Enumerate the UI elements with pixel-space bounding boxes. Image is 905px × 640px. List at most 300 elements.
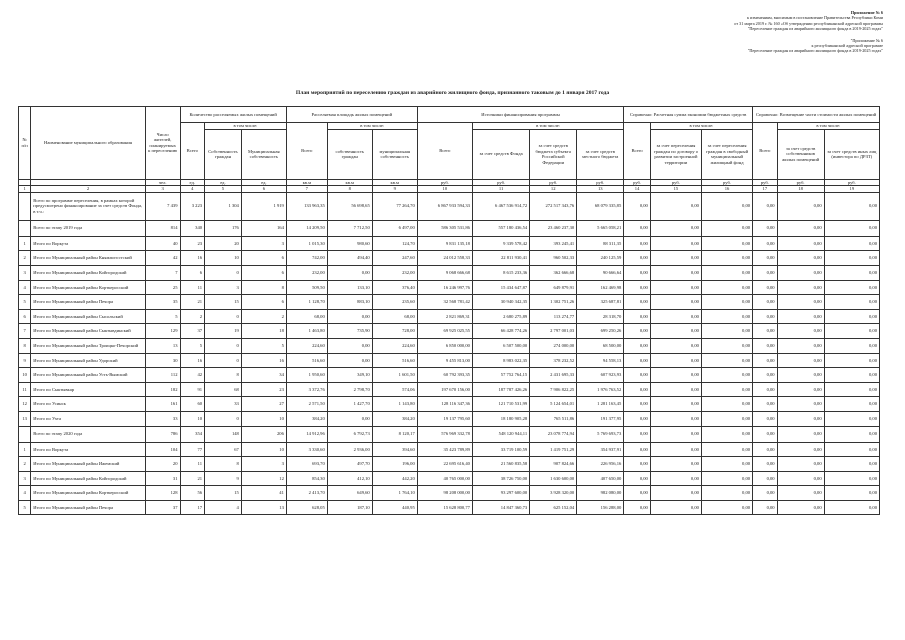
header-line: Приложение № 6 — [850, 10, 883, 15]
value-cell: 0,00 — [650, 457, 701, 472]
row-number: 9 — [19, 353, 31, 368]
value-cell: 407 650,00 — [577, 471, 624, 486]
value-cell: 497,70 — [327, 457, 372, 472]
unit-cell: руб. — [701, 179, 752, 186]
value-cell: 30 — [145, 353, 180, 368]
value-cell: 196,00 — [372, 457, 417, 472]
value-cell: 362 666,68 — [530, 265, 577, 280]
value-cell: 40 — [145, 236, 180, 251]
value-cell: 12 — [241, 471, 286, 486]
value-cell: 121 710 531,99 — [472, 397, 529, 412]
value-cell: 0,00 — [624, 220, 651, 236]
value-cell: 68,00 — [286, 309, 327, 324]
value-cell: 3 — [241, 457, 286, 472]
value-cell: 0,00 — [624, 192, 651, 220]
header-line: от 31 марта 2019 г. № 160 «Об утверждении республиканской адресной программы — [734, 20, 883, 26]
value-cell: 0,00 — [650, 471, 701, 486]
value-cell: 3 — [241, 236, 286, 251]
value-cell: 0,00 — [701, 324, 752, 339]
value-cell: 15 — [205, 486, 242, 501]
savings-group-header: Справочно: Расчетная сумма экономии бюджетных средств — [624, 107, 753, 123]
value-cell: 3 372,76 — [286, 382, 327, 397]
value-cell: 0,00 — [777, 411, 824, 426]
value-cell: 0,00 — [650, 442, 701, 457]
row-number: 10 — [19, 368, 31, 383]
value-cell: 0,00 — [824, 192, 879, 220]
unit-cell: ед. — [205, 179, 242, 186]
value-cell: 0,00 — [650, 382, 701, 397]
value-cell: 0,00 — [650, 426, 701, 442]
value-cell: 0,00 — [777, 280, 824, 295]
value-cell: 814 — [145, 220, 180, 236]
value-cell: 0,00 — [824, 265, 879, 280]
value-cell: 412,10 — [327, 471, 372, 486]
value-cell: 0,00 — [824, 397, 879, 412]
table-row — [19, 382, 880, 397]
table-row — [19, 295, 880, 310]
value-cell: 0,00 — [701, 382, 752, 397]
value-cell: 0,00 — [701, 411, 752, 426]
value-cell: 0,00 — [624, 442, 651, 457]
savings-including-header: в том числе: — [650, 123, 752, 130]
value-cell: 0,00 — [777, 471, 824, 486]
row-number: 2 — [19, 251, 31, 266]
value-cell: 0,00 — [650, 338, 701, 353]
value-cell: 57 752 764,15 — [472, 368, 529, 383]
value-cell: 0,00 — [753, 324, 778, 339]
value-cell: 0,00 — [624, 500, 651, 515]
value-cell: 68 079 335,85 — [577, 192, 624, 220]
value-cell: 960 502,33 — [530, 251, 577, 266]
column-number: 12 — [530, 186, 577, 193]
value-cell: 8 615 233,36 — [472, 265, 529, 280]
value-cell: 112 — [145, 368, 180, 383]
value-cell: 6 497,00 — [372, 220, 417, 236]
value-cell: 0,00 — [824, 236, 879, 251]
value-cell: 0,00 — [624, 280, 651, 295]
value-cell: 0,00 — [777, 220, 824, 236]
value-cell: 0,00 — [777, 251, 824, 266]
value-cell: 0,00 — [327, 338, 372, 353]
table-row — [19, 220, 880, 236]
unit-cell: руб. — [824, 179, 879, 186]
value-cell: 376,40 — [372, 280, 417, 295]
table-row — [19, 442, 880, 457]
value-cell: 5 665 058,21 — [577, 220, 624, 236]
value-cell: 162 469,98 — [577, 280, 624, 295]
value-cell: 0,00 — [701, 309, 752, 324]
row-number: 12 — [19, 397, 31, 412]
value-cell: 0,00 — [777, 236, 824, 251]
value-cell: 1 304 — [205, 192, 242, 220]
value-cell: 548 120 944,11 — [472, 426, 529, 442]
value-cell: 6 792,73 — [327, 426, 372, 442]
savings-b-header: за счет переселения граждан в свободный муниципальный жилищный фонд — [701, 129, 752, 179]
value-cell: 6 — [180, 265, 205, 280]
table-row — [19, 236, 880, 251]
value-cell: 0,00 — [824, 411, 879, 426]
value-cell: 68 — [205, 382, 242, 397]
table-row — [19, 324, 880, 339]
column-number: 1 — [19, 186, 31, 193]
value-cell: 0,00 — [777, 309, 824, 324]
table-row — [19, 486, 880, 501]
unit-cell: руб. — [777, 179, 824, 186]
value-cell: 2 — [180, 309, 205, 324]
table-row — [19, 368, 880, 383]
value-cell: 10 — [180, 411, 205, 426]
value-cell: 15 — [205, 295, 242, 310]
row-number: 3 — [19, 265, 31, 280]
value-cell: 91 — [180, 382, 205, 397]
value-cell: 14 209,50 — [286, 220, 327, 236]
value-cell: 8 120,17 — [372, 426, 417, 442]
value-cell: 6 867 933 594,33 — [417, 192, 472, 220]
value-cell: 68 500,00 — [577, 338, 624, 353]
table-row — [19, 192, 880, 220]
value-cell: 22 811 930,41 — [472, 251, 529, 266]
row-number: 1 — [19, 442, 31, 457]
value-cell: 0,00 — [777, 295, 824, 310]
value-cell: 94 558,13 — [577, 353, 624, 368]
municipality-name: Итого по Муниципальный район Печора — [31, 295, 146, 310]
value-cell: 378 232,52 — [530, 353, 577, 368]
column-number: 7 — [286, 186, 327, 193]
value-cell: 349,10 — [327, 368, 372, 383]
value-cell: 0,00 — [327, 353, 372, 368]
value-cell: 2 571,50 — [286, 397, 327, 412]
value-cell: 3 — [205, 280, 242, 295]
value-cell: 0,00 — [753, 295, 778, 310]
value-cell: 0,00 — [753, 220, 778, 236]
unit-cell: кв.м — [327, 179, 372, 186]
value-cell: 0,00 — [753, 471, 778, 486]
column-number: 15 — [650, 186, 701, 193]
value-cell: 0,00 — [753, 338, 778, 353]
value-cell: 0 — [205, 309, 242, 324]
col-no-header: № п/п — [19, 107, 31, 180]
value-cell: 649,60 — [327, 486, 372, 501]
value-cell: 0,00 — [650, 236, 701, 251]
value-cell: 0,00 — [824, 382, 879, 397]
value-cell: 0,00 — [650, 500, 701, 515]
unit-cell: чел. — [145, 179, 180, 186]
value-cell: 17 — [180, 500, 205, 515]
table-row — [19, 457, 880, 472]
value-cell: 19 — [205, 324, 242, 339]
value-cell: 18 180 905,28 — [472, 411, 529, 426]
value-cell: 0,00 — [650, 324, 701, 339]
col-name-header: Наименование муниципального образования — [31, 107, 146, 180]
value-cell: 93 297 600,00 — [472, 486, 529, 501]
column-number: 8 — [327, 186, 372, 193]
value-cell: 0,00 — [650, 220, 701, 236]
value-cell: 232,00 — [372, 265, 417, 280]
area-owned-header: собственность граждан — [327, 129, 372, 179]
value-cell: 354 — [180, 426, 205, 442]
value-cell: 0,00 — [777, 486, 824, 501]
value-cell: 735,90 — [327, 324, 372, 339]
column-number: 9 — [372, 186, 417, 193]
value-cell: 235,60 — [372, 295, 417, 310]
value-cell: 742,00 — [286, 251, 327, 266]
header-line: "Переселение граждан из аварийного жилищного фонда в 2019-2025 годах" — [747, 26, 883, 32]
value-cell: 31 — [145, 471, 180, 486]
value-cell: 354 937,91 — [577, 442, 624, 457]
column-number: 5 — [205, 186, 242, 193]
comp-b-header: за счет средств иных лиц (инвестора по ДРЗТ) — [824, 129, 879, 179]
value-cell: 0,00 — [624, 295, 651, 310]
value-cell: 0,00 — [624, 251, 651, 266]
column-number: 16 — [701, 186, 752, 193]
value-cell: 0,00 — [701, 280, 752, 295]
value-cell: 0,00 — [701, 500, 752, 515]
municipality-name: Итого по Воркута — [31, 236, 146, 251]
value-cell: 23 460 237,30 — [530, 220, 577, 236]
value-cell: 0,00 — [624, 397, 651, 412]
value-cell: 883,10 — [327, 295, 372, 310]
value-cell: 9 — [205, 471, 242, 486]
value-cell: 0,00 — [624, 338, 651, 353]
value-cell: 42 — [145, 251, 180, 266]
row-number: 5 — [19, 295, 31, 310]
unit-cell: руб. — [530, 179, 577, 186]
value-cell: 649 879,91 — [530, 280, 577, 295]
column-number: 14 — [624, 186, 651, 193]
value-cell: 0,00 — [753, 251, 778, 266]
value-cell: 206 — [241, 426, 286, 442]
value-cell: 442,20 — [372, 471, 417, 486]
value-cell: 8 — [205, 368, 242, 383]
value-cell: 0,00 — [701, 236, 752, 251]
value-cell: 1 950,60 — [286, 368, 327, 383]
value-cell: 37 — [145, 500, 180, 515]
savings-total-header: Всего — [624, 123, 651, 180]
value-cell: 0,00 — [777, 397, 824, 412]
value-cell: 148 — [205, 426, 242, 442]
local-budget-header: за счет средств местного бюджета — [577, 129, 624, 179]
value-cell: 6 850 000,00 — [417, 338, 472, 353]
comp-a-header: за счет средств собственников жилых помещений — [777, 129, 824, 179]
rooms-total-header: Всего — [180, 123, 205, 180]
value-cell: 18 — [241, 324, 286, 339]
value-cell: 0,00 — [624, 486, 651, 501]
value-cell: 0,00 — [777, 338, 824, 353]
unit-cell: руб. — [577, 179, 624, 186]
value-cell: 0,00 — [777, 457, 824, 472]
value-cell: 0,00 — [624, 236, 651, 251]
value-cell: 11 — [180, 457, 205, 472]
row-number — [19, 426, 31, 442]
fund-header: за счет средств Фонда — [472, 129, 529, 179]
value-cell: 0,00 — [650, 486, 701, 501]
unit-cell: руб. — [417, 179, 472, 186]
municipality-name: Итого по Муниципальный район Корткеросский — [31, 486, 146, 501]
value-cell: 41 — [241, 486, 286, 501]
row-number: 13 — [19, 411, 31, 426]
value-cell: 113 274,77 — [530, 309, 577, 324]
value-cell: 2 — [241, 309, 286, 324]
value-cell: 1 419 751,29 — [530, 442, 577, 457]
area-total-header: Всего — [286, 123, 327, 180]
value-cell: 187 787 426,26 — [472, 382, 529, 397]
value-cell: 224,60 — [286, 338, 327, 353]
municipality-name: Итого по Муниципальный район Княжпогостский — [31, 251, 146, 266]
value-cell: 0,00 — [824, 353, 879, 368]
value-cell: 440,95 — [372, 500, 417, 515]
value-cell: 104 — [145, 442, 180, 457]
value-cell: 19 137 795,60 — [417, 411, 472, 426]
row-number: 2 — [19, 457, 31, 472]
value-cell: 0,00 — [624, 426, 651, 442]
value-cell: 3 928 320,00 — [530, 486, 577, 501]
value-cell: 0,00 — [701, 251, 752, 266]
value-cell: 516,60 — [286, 353, 327, 368]
value-cell: 0,00 — [777, 265, 824, 280]
value-cell: 7 712,50 — [327, 220, 372, 236]
value-cell: 0,00 — [777, 426, 824, 442]
value-cell: 574,06 — [372, 382, 417, 397]
value-cell: 0,00 — [824, 324, 879, 339]
column-number: 13 — [577, 186, 624, 193]
value-cell: 8 — [241, 280, 286, 295]
value-cell: 240 125,59 — [577, 251, 624, 266]
header-line: "Приложение № 6 — [850, 37, 883, 43]
value-cell: 0,00 — [824, 220, 879, 236]
value-cell: 0,00 — [777, 368, 824, 383]
value-cell: 0,00 — [753, 411, 778, 426]
rooms-municipal-header: Муниципальная собственность — [241, 129, 286, 179]
value-cell: 0,00 — [701, 368, 752, 383]
row-number: 11 — [19, 382, 31, 397]
value-cell: 7 — [145, 265, 180, 280]
row-number: 7 — [19, 324, 31, 339]
appendix-header — [734, 10, 883, 54]
municipality-name: Всего по этапу 2020 года — [31, 426, 146, 442]
value-cell: 1 128,70 — [286, 295, 327, 310]
value-cell: 1 143,80 — [372, 397, 417, 412]
value-cell: 0,00 — [650, 280, 701, 295]
value-cell: 226 956,16 — [577, 457, 624, 472]
value-cell: 2 798,70 — [327, 382, 372, 397]
value-cell: 10 — [241, 442, 286, 457]
value-cell: 9 339 578,42 — [472, 236, 529, 251]
row-number: 4 — [19, 486, 31, 501]
value-cell: 625 152,04 — [530, 500, 577, 515]
value-cell: 156 288,00 — [577, 500, 624, 515]
value-cell: 60 792 393,35 — [417, 368, 472, 383]
value-cell: 0,00 — [624, 471, 651, 486]
value-cell: 0,00 — [777, 500, 824, 515]
value-cell: 7 439 — [145, 192, 180, 220]
row-number: 4 — [19, 280, 31, 295]
unit-cell: ед. — [241, 179, 286, 186]
value-cell: 0,00 — [624, 353, 651, 368]
value-cell: 60 — [180, 397, 205, 412]
value-cell: 13 — [145, 338, 180, 353]
unit-cell: ед. — [180, 179, 205, 186]
column-number: 2 — [31, 186, 146, 193]
row-number: 8 — [19, 338, 31, 353]
value-cell: 494,40 — [327, 251, 372, 266]
value-cell: 32 568 781,42 — [417, 295, 472, 310]
value-cell: 56 698,65 — [327, 192, 372, 220]
value-cell: 1 919 — [241, 192, 286, 220]
municipality-name: Итого по Муниципальный район Печора — [31, 500, 146, 515]
value-cell: 128 — [145, 486, 180, 501]
value-cell: 21 560 835,58 — [472, 457, 529, 472]
value-cell: 33 719 100,59 — [472, 442, 529, 457]
value-cell: 16 — [180, 251, 205, 266]
value-cell: 25 — [145, 280, 180, 295]
value-cell: 182 — [145, 382, 180, 397]
compensation-group-header: Справочно: Возмещение части стоимости жилых помещений — [753, 107, 880, 123]
unit-cell: руб. — [753, 179, 778, 186]
value-cell: 0,00 — [624, 368, 651, 383]
value-cell: 509,50 — [286, 280, 327, 295]
table-row — [19, 397, 880, 412]
value-cell: 980,60 — [327, 236, 372, 251]
municipality-name: Итого по Муниципальный район Сысольский — [31, 309, 146, 324]
value-cell: 6 — [241, 251, 286, 266]
municipality-name: Итого по Муниципальный район Сыктывдинский — [31, 324, 146, 339]
value-cell: 0,00 — [650, 397, 701, 412]
value-cell: 16 246 997,76 — [417, 280, 472, 295]
municipality-name: Итого по Муниципальный район Удорский — [31, 353, 146, 368]
value-cell: 21 — [180, 295, 205, 310]
rooms-including-header: в том числе: — [205, 123, 287, 130]
unit-cell: руб. — [650, 179, 701, 186]
area-group-header: Расселяемая площадь жилых помещений — [286, 107, 417, 123]
value-cell: 0,00 — [624, 265, 651, 280]
value-cell: 35 — [145, 295, 180, 310]
value-cell: 27 — [241, 397, 286, 412]
municipality-name: Всего по этапу 2019 года — [31, 220, 146, 236]
value-cell: 23 — [241, 382, 286, 397]
value-cell: 907 824,66 — [530, 457, 577, 472]
value-cell: 557 180 436,54 — [472, 220, 529, 236]
value-cell: 9 455 813,00 — [417, 353, 472, 368]
value-cell: 37 — [180, 324, 205, 339]
value-cell: 0,00 — [824, 251, 879, 266]
municipality-name: Итого по Муниципальный район Ижемский — [31, 457, 146, 472]
value-cell: 23 078 774,94 — [530, 426, 577, 442]
value-cell: 68,00 — [372, 309, 417, 324]
value-cell: 0,00 — [701, 397, 752, 412]
municipality-name: Итого по Усинск — [31, 397, 146, 412]
value-cell: 34 — [241, 368, 286, 383]
column-number: 19 — [824, 186, 879, 193]
value-cell: 0,00 — [624, 457, 651, 472]
value-cell: 274 000,00 — [530, 338, 577, 353]
value-cell: 0,00 — [824, 368, 879, 383]
value-cell: 35 423 789,89 — [417, 442, 472, 457]
municipality-name: Итого по Воркута — [31, 442, 146, 457]
value-cell: 384,20 — [286, 411, 327, 426]
value-cell: 0,00 — [701, 457, 752, 472]
value-cell: 38 726 750,00 — [472, 471, 529, 486]
row-number — [19, 220, 31, 236]
value-cell: 2 821 869,31 — [417, 309, 472, 324]
value-cell: 77 — [180, 442, 205, 457]
value-cell: 15 628 800,77 — [417, 500, 472, 515]
plan-table — [18, 106, 880, 515]
table-row — [19, 353, 880, 368]
value-cell: 0,00 — [824, 500, 879, 515]
value-cell: 0,00 — [650, 295, 701, 310]
table-row — [19, 309, 880, 324]
value-cell: 33 — [205, 397, 242, 412]
